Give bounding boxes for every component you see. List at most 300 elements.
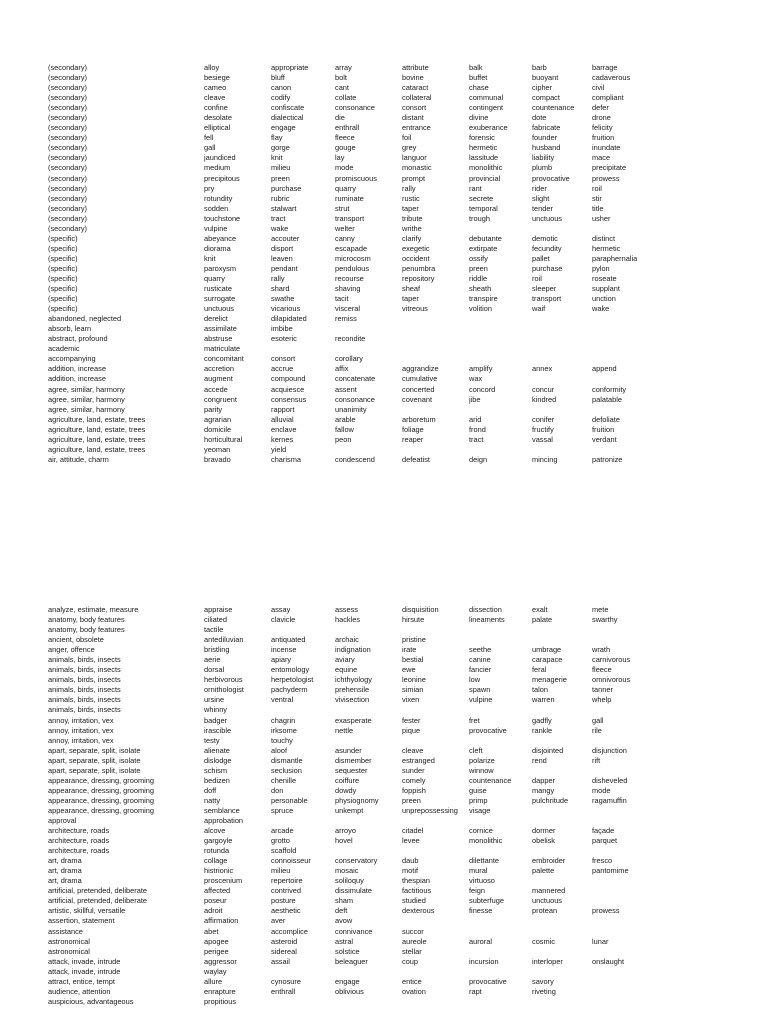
- word-cell: stellar: [402, 946, 422, 956]
- word-cell: medium: [204, 163, 231, 173]
- word-cell: [532, 445, 592, 455]
- word-cell: riddle: [469, 273, 488, 283]
- word-cell: schism: [204, 765, 227, 775]
- word-cell: carnivorous: [592, 655, 631, 665]
- word-cell: aerie: [204, 655, 221, 665]
- word-cell: [532, 916, 592, 926]
- word-cell: enthrall: [271, 986, 296, 996]
- category-cell: (specific): [48, 284, 78, 294]
- category-cell: appearance, dressing, grooming: [48, 805, 154, 815]
- category-cell: art, drama: [48, 866, 82, 876]
- word-cell: hermetic: [469, 143, 498, 153]
- word-cell: confine: [204, 103, 228, 113]
- word-cell: [592, 354, 652, 364]
- word-list-body: [48, 605, 652, 1007]
- word-cell: dowdy: [335, 785, 357, 795]
- word-cell: purchase: [532, 263, 563, 273]
- word-cell: civil: [592, 83, 605, 93]
- word-cell: title: [592, 203, 604, 213]
- word-cell: vulpine: [469, 695, 493, 705]
- category-cell: (secondary): [48, 83, 88, 93]
- table-row: [48, 645, 652, 655]
- table-row: [48, 254, 652, 264]
- word-cell: [592, 997, 652, 1007]
- word-cell: trough: [469, 213, 490, 223]
- word-cell: ciliated: [204, 615, 228, 625]
- word-cell: arid: [469, 414, 482, 424]
- table-row: [48, 615, 652, 625]
- word-cell: enrapture: [204, 986, 236, 996]
- table-row: [48, 435, 652, 445]
- word-cell: deign: [469, 454, 488, 464]
- word-cell: quarry: [204, 273, 225, 283]
- table-row: [48, 354, 652, 364]
- word-cell: [402, 997, 469, 1007]
- word-cell: appropriate: [271, 63, 309, 72]
- word-cell: affirmation: [204, 916, 239, 926]
- word-cell: [402, 354, 469, 364]
- word-cell: incursion: [469, 956, 499, 966]
- word-cell: swarthy: [592, 615, 618, 625]
- table-row: [48, 405, 652, 415]
- word-cell: [402, 625, 469, 635]
- word-cell: drone: [592, 113, 611, 123]
- word-cell: whinny: [204, 705, 228, 715]
- word-cell: cataract: [402, 83, 429, 93]
- word-cell: knit: [271, 153, 283, 163]
- word-cell: apogee: [204, 936, 229, 946]
- word-cell: bravado: [204, 454, 231, 464]
- word-cell: [532, 324, 592, 334]
- word-cell: confiscate: [271, 103, 305, 113]
- word-cell: microcosm: [335, 253, 371, 263]
- word-cell: shaving: [335, 284, 361, 294]
- word-cell: [335, 967, 402, 977]
- word-cell: rant: [469, 183, 482, 193]
- word-cell: buffet: [469, 73, 488, 83]
- word-cell: tactile: [204, 625, 224, 635]
- word-cell: escapade: [335, 243, 368, 253]
- category-cell: (specific): [48, 304, 78, 314]
- word-cell: monolithic: [469, 163, 503, 173]
- word-cell: cornice: [469, 826, 493, 836]
- word-cell: mincing: [532, 454, 558, 464]
- word-cell: tanner: [592, 685, 613, 695]
- word-cell: tract: [271, 213, 286, 223]
- word-cell: unprepossessing: [402, 805, 458, 815]
- word-cell: subterfuge: [469, 896, 504, 906]
- word-cell: [592, 635, 652, 645]
- word-cell: waylay: [204, 966, 227, 976]
- word-cell: corollary: [335, 354, 363, 364]
- word-cell: grey: [402, 143, 417, 153]
- word-cell: soliloquy: [335, 876, 364, 886]
- word-cell: accrue: [271, 364, 294, 374]
- category-cell: (secondary): [48, 123, 88, 133]
- word-cell: [532, 405, 592, 415]
- word-cell: nettle: [335, 725, 354, 735]
- table-row: [48, 83, 652, 93]
- word-cell: [469, 927, 532, 937]
- word-cell: attribute: [402, 63, 429, 72]
- category-cell: animals, birds, insects: [48, 685, 121, 695]
- word-cell: foil: [402, 133, 412, 143]
- word-cell: wake: [592, 304, 610, 314]
- word-list-block-1: [48, 63, 652, 465]
- word-cell: augment: [204, 374, 233, 384]
- word-cell: rusticate: [204, 284, 232, 294]
- word-cell: bluff: [271, 73, 285, 83]
- word-cell: [402, 344, 469, 354]
- word-cell: irascible: [204, 725, 232, 735]
- word-cell: pry: [204, 183, 215, 193]
- category-cell: apart, separate, split, isolate: [48, 755, 141, 765]
- category-cell: animals, birds, insects: [48, 655, 121, 665]
- category-cell: assistance: [48, 926, 83, 936]
- table-row: [48, 856, 652, 866]
- word-cell: herpetologist: [271, 675, 314, 685]
- table-row: [48, 194, 652, 204]
- word-cell: citadel: [402, 826, 424, 836]
- word-cell: derelict: [204, 314, 228, 324]
- table-row: [48, 113, 652, 123]
- word-cell: pendant: [271, 263, 298, 273]
- word-cell: ossify: [469, 253, 488, 263]
- word-cell: comely: [402, 775, 426, 785]
- word-cell: disport: [271, 243, 294, 253]
- word-cell: interloper: [532, 956, 563, 966]
- word-cell: [532, 635, 592, 645]
- category-cell: appearance, dressing, grooming: [48, 785, 154, 795]
- word-cell: roseate: [592, 273, 617, 283]
- word-cell: testy: [204, 735, 220, 745]
- word-cell: rile: [592, 725, 602, 735]
- word-cell: cleave: [204, 93, 226, 103]
- word-cell: pulchritude: [532, 795, 569, 805]
- word-cell: disjointed: [532, 745, 564, 755]
- word-cell: alcove: [204, 826, 226, 836]
- word-cell: asunder: [335, 745, 362, 755]
- word-cell: aloof: [271, 745, 288, 755]
- word-cell: taper: [402, 203, 419, 213]
- word-cell: charisma: [271, 454, 301, 464]
- word-cell: besiege: [204, 73, 230, 83]
- word-cell: apiary: [271, 655, 292, 665]
- category-cell: annoy, irritation, vex: [48, 715, 114, 725]
- table-row: [48, 746, 652, 756]
- table-row: [48, 916, 652, 926]
- word-cell: [532, 344, 592, 354]
- word-cell: [592, 947, 652, 957]
- category-cell: (secondary): [48, 193, 88, 203]
- word-cell: ruminate: [335, 193, 364, 203]
- table-row: [48, 153, 652, 163]
- word-cell: [271, 344, 335, 354]
- word-cell: [469, 916, 532, 926]
- word-cell: whelp: [592, 695, 612, 705]
- word-cell: studied: [402, 896, 426, 906]
- word-cell: [532, 967, 592, 977]
- table-row: [48, 204, 652, 214]
- word-cell: accede: [204, 384, 228, 394]
- word-cell: cant: [335, 83, 349, 93]
- word-cell: abeyance: [204, 233, 237, 243]
- word-cell: annex: [532, 364, 553, 374]
- word-cell: obelisk: [532, 836, 556, 846]
- word-cell: ornithologist: [204, 685, 244, 695]
- word-cell: preen: [402, 795, 421, 805]
- word-cell: assimilate: [204, 324, 237, 334]
- word-cell: elliptical: [204, 123, 231, 133]
- word-cell: founder: [532, 133, 558, 143]
- category-cell: analyze, estimate, measure: [48, 605, 139, 614]
- word-cell: rider: [532, 183, 547, 193]
- word-cell: natty: [204, 795, 221, 805]
- table-row: [48, 264, 652, 274]
- word-cell: bestial: [402, 655, 424, 665]
- word-cell: [402, 916, 469, 926]
- category-cell: artistic, skillful, versatile: [48, 906, 126, 916]
- word-cell: alluvial: [271, 414, 294, 424]
- word-cell: fabricate: [532, 123, 561, 133]
- word-cell: contingent: [469, 103, 504, 113]
- word-cell: concerted: [402, 384, 435, 394]
- table-row: [48, 816, 652, 826]
- word-cell: debutante: [469, 233, 502, 243]
- word-cell: lineaments: [469, 615, 505, 625]
- category-cell: abstract, profound: [48, 334, 108, 344]
- word-cell: transpire: [469, 294, 498, 304]
- category-cell: (secondary): [48, 93, 88, 103]
- word-cell: esoteric: [271, 334, 297, 344]
- word-cell: [532, 354, 592, 364]
- word-cell: [592, 344, 652, 354]
- word-cell: shard: [271, 284, 290, 294]
- word-cell: extirpate: [469, 243, 498, 253]
- word-cell: collate: [335, 93, 357, 103]
- word-cell: [335, 445, 402, 455]
- word-cell: cleft: [469, 745, 483, 755]
- word-cell: mace: [592, 153, 611, 163]
- table-row: [48, 395, 652, 405]
- table-row: [48, 304, 652, 314]
- word-cell: bristling: [204, 645, 230, 655]
- word-cell: talon: [532, 685, 549, 695]
- word-cell: [532, 224, 592, 234]
- word-cell: mete: [592, 605, 609, 614]
- table-row: [48, 776, 652, 786]
- word-cell: gadfly: [532, 715, 552, 725]
- category-cell: absorb, learn: [48, 324, 92, 334]
- word-cell: cumulative: [402, 374, 438, 384]
- word-cell: engage: [335, 976, 360, 986]
- category-cell: appearance, dressing, grooming: [48, 795, 154, 805]
- table-row: [48, 605, 652, 615]
- word-cell: surrogate: [204, 294, 236, 304]
- word-cell: factitious: [402, 886, 432, 896]
- word-cell: penumbra: [402, 263, 436, 273]
- word-cell: cadaverous: [592, 73, 631, 83]
- word-cell: wrath: [592, 645, 611, 655]
- word-cell: demotic: [532, 233, 558, 243]
- category-cell: agriculture, land, estate, trees: [48, 424, 146, 434]
- word-cell: proscenium: [204, 876, 243, 886]
- category-cell: (secondary): [48, 63, 88, 72]
- word-cell: conifer: [532, 414, 555, 424]
- word-cell: provocative: [532, 173, 570, 183]
- word-cell: dismember: [335, 755, 372, 765]
- word-cell: disheveled: [592, 775, 628, 785]
- word-cell: fallow: [335, 424, 354, 434]
- word-cell: ventral: [271, 695, 294, 705]
- word-cell: appraise: [204, 605, 233, 614]
- word-cell: [532, 705, 592, 715]
- word-cell: [592, 334, 652, 344]
- category-cell: astronomical: [48, 936, 90, 946]
- word-cell: vicarious: [271, 304, 301, 314]
- word-cell: deft: [335, 906, 348, 916]
- word-cell: [592, 876, 652, 886]
- word-cell: engage: [271, 123, 296, 133]
- word-cell: swathe: [271, 294, 295, 304]
- category-cell: (specific): [48, 294, 78, 304]
- word-cell: assess: [335, 605, 359, 614]
- word-cell: [532, 806, 592, 816]
- word-cell: [532, 997, 592, 1007]
- word-cell: writhe: [402, 223, 422, 233]
- word-cell: scaffold: [271, 846, 297, 856]
- word-cell: milieu: [271, 866, 291, 876]
- word-cell: yield: [271, 444, 287, 454]
- table-row: [48, 274, 652, 284]
- word-cell: mural: [469, 866, 488, 876]
- word-cell: roil: [532, 273, 542, 283]
- word-cell: vitreous: [402, 304, 428, 314]
- word-cell: frond: [469, 424, 486, 434]
- word-cell: conformity: [592, 384, 627, 394]
- word-cell: irate: [402, 645, 417, 655]
- word-cell: compliant: [592, 93, 624, 103]
- word-cell: pantomime: [592, 866, 629, 876]
- category-cell: agriculture, land, estate, trees: [48, 414, 146, 424]
- word-cell: dissection: [469, 605, 502, 614]
- word-cell: approbation: [204, 815, 244, 825]
- word-cell: visage: [469, 805, 491, 815]
- word-cell: stalwart: [271, 203, 297, 213]
- word-cell: distinct: [592, 233, 616, 243]
- category-cell: art, drama: [48, 876, 82, 886]
- word-cell: don: [271, 785, 284, 795]
- word-cell: dilapidated: [271, 314, 307, 324]
- word-cell: preen: [469, 263, 488, 273]
- word-cell: levee: [402, 836, 420, 846]
- category-cell: anatomy, body features: [48, 615, 125, 625]
- word-cell: accouter: [271, 233, 300, 243]
- word-cell: unctuous: [532, 896, 562, 906]
- table-row: [48, 294, 652, 304]
- word-cell: rotundity: [204, 193, 233, 203]
- word-cell: provocative: [469, 976, 507, 986]
- word-cell: [402, 314, 469, 324]
- word-cell: dexterous: [402, 906, 435, 916]
- word-cell: hovel: [335, 836, 353, 846]
- table-row: [48, 967, 652, 977]
- word-cell: finesse: [469, 906, 493, 916]
- word-cell: palatable: [592, 394, 622, 404]
- word-cell: prowess: [592, 173, 620, 183]
- word-cell: disquisition: [402, 605, 439, 614]
- word-cell: [532, 314, 592, 324]
- word-cell: oblivious: [335, 986, 364, 996]
- word-cell: gall: [204, 143, 216, 153]
- word-cell: sidereal: [271, 946, 297, 956]
- word-cell: solstice: [335, 946, 360, 956]
- table-row: [48, 385, 652, 395]
- word-cell: bedizen: [204, 775, 230, 785]
- word-cell: ragamuffin: [592, 795, 627, 805]
- word-cell: remiss: [335, 314, 357, 324]
- word-cell: [402, 846, 469, 856]
- word-cell: virtuoso: [469, 876, 495, 886]
- word-cell: compact: [532, 93, 560, 103]
- table-row: [48, 987, 652, 997]
- word-cell: [402, 405, 469, 415]
- table-row: [48, 224, 652, 234]
- word-cell: [271, 705, 335, 715]
- word-cell: fester: [402, 715, 421, 725]
- category-cell: (secondary): [48, 113, 88, 123]
- word-cell: poseur: [204, 896, 227, 906]
- word-cell: histrionic: [204, 866, 234, 876]
- table-row: [48, 716, 652, 726]
- word-cell: contrived: [271, 886, 301, 896]
- word-cell: [469, 324, 532, 334]
- word-cell: lassitude: [469, 153, 499, 163]
- category-cell: astronomical: [48, 946, 90, 956]
- word-cell: tract: [469, 434, 484, 444]
- word-cell: agrarian: [204, 414, 232, 424]
- category-cell: auspicious, advantageous: [48, 996, 134, 1006]
- word-cell: clarify: [402, 233, 422, 243]
- word-cell: entomology: [271, 665, 310, 675]
- table-row: [48, 244, 652, 254]
- word-cell: condescend: [335, 454, 375, 464]
- word-cell: consonance: [335, 394, 375, 404]
- word-cell: aggressor: [204, 956, 237, 966]
- table-row: [48, 685, 652, 695]
- category-cell: apart, separate, split, isolate: [48, 745, 141, 755]
- word-cell: abstruse: [204, 334, 233, 344]
- word-cell: provincial: [469, 173, 501, 183]
- word-cell: sleeper: [532, 284, 557, 294]
- word-cell: plumb: [532, 163, 553, 173]
- table-row: [48, 726, 652, 736]
- table-row: [48, 736, 652, 746]
- word-cell: indignation: [335, 645, 371, 655]
- word-cell: exuberance: [469, 123, 508, 133]
- word-cell: allure: [204, 976, 223, 986]
- word-cell: provocative: [469, 725, 507, 735]
- word-cell: sham: [335, 896, 354, 906]
- table-row: [48, 705, 652, 715]
- category-cell: attack, invade, intrude: [48, 966, 121, 976]
- word-cell: [532, 947, 592, 957]
- category-cell: (secondary): [48, 133, 88, 143]
- word-cell: omnivorous: [592, 675, 631, 685]
- word-cell: rally: [402, 183, 416, 193]
- word-cell: canny: [335, 233, 355, 243]
- word-cell: [469, 354, 532, 364]
